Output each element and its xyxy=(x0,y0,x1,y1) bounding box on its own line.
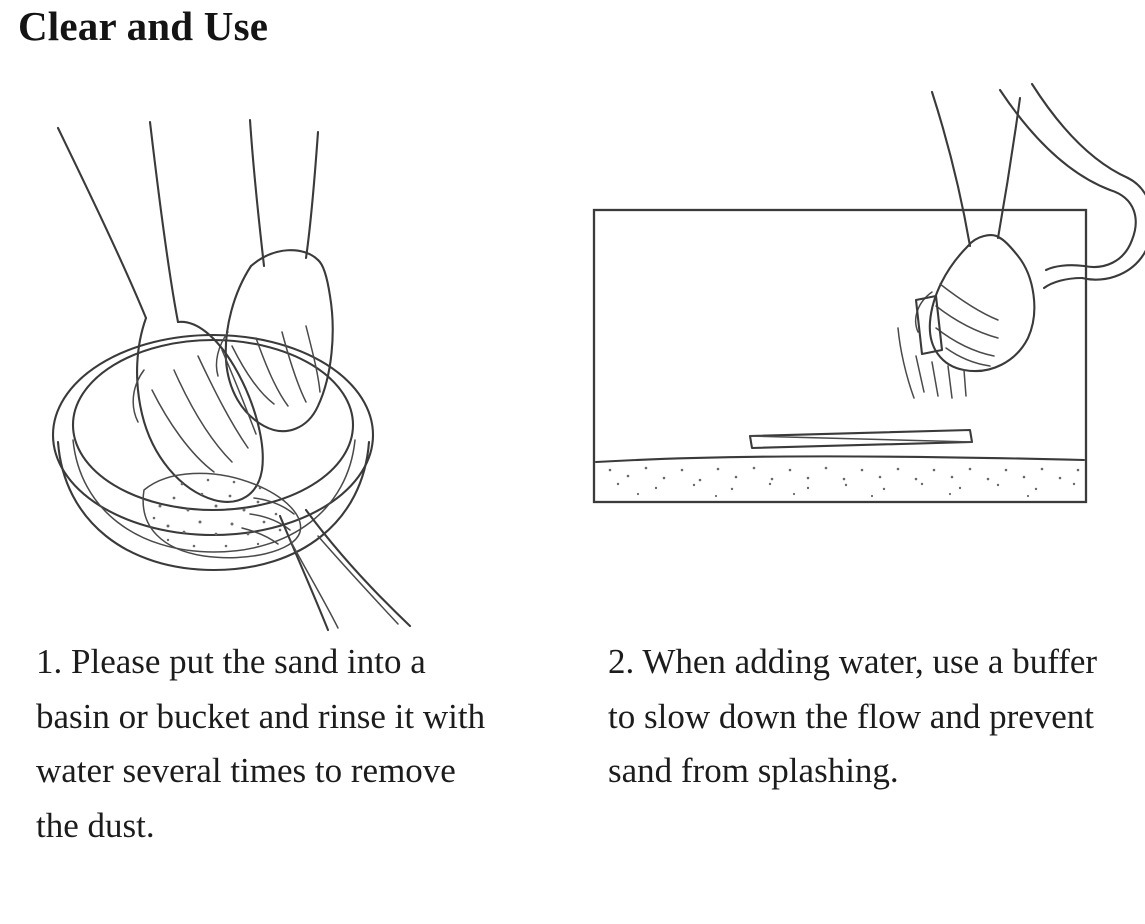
step-1-caption: 1. Please put the sand into a basin or bucket and rinse it with water several times to remove the dust. xyxy=(36,642,486,845)
step-1-panel xyxy=(18,70,563,924)
step-2-caption: 2. When adding water, use a buffer to slow down the flow and prevent sand from splashing. xyxy=(608,642,1098,791)
page-title: Clear and Use xyxy=(18,3,269,49)
hands-rinsing-sand-in-basin-illustration xyxy=(18,70,563,630)
steps-container xyxy=(0,70,1145,924)
hand-adding-water-with-buffer-in-tank-illustration xyxy=(580,70,1140,630)
step-2-panel xyxy=(580,70,1140,924)
